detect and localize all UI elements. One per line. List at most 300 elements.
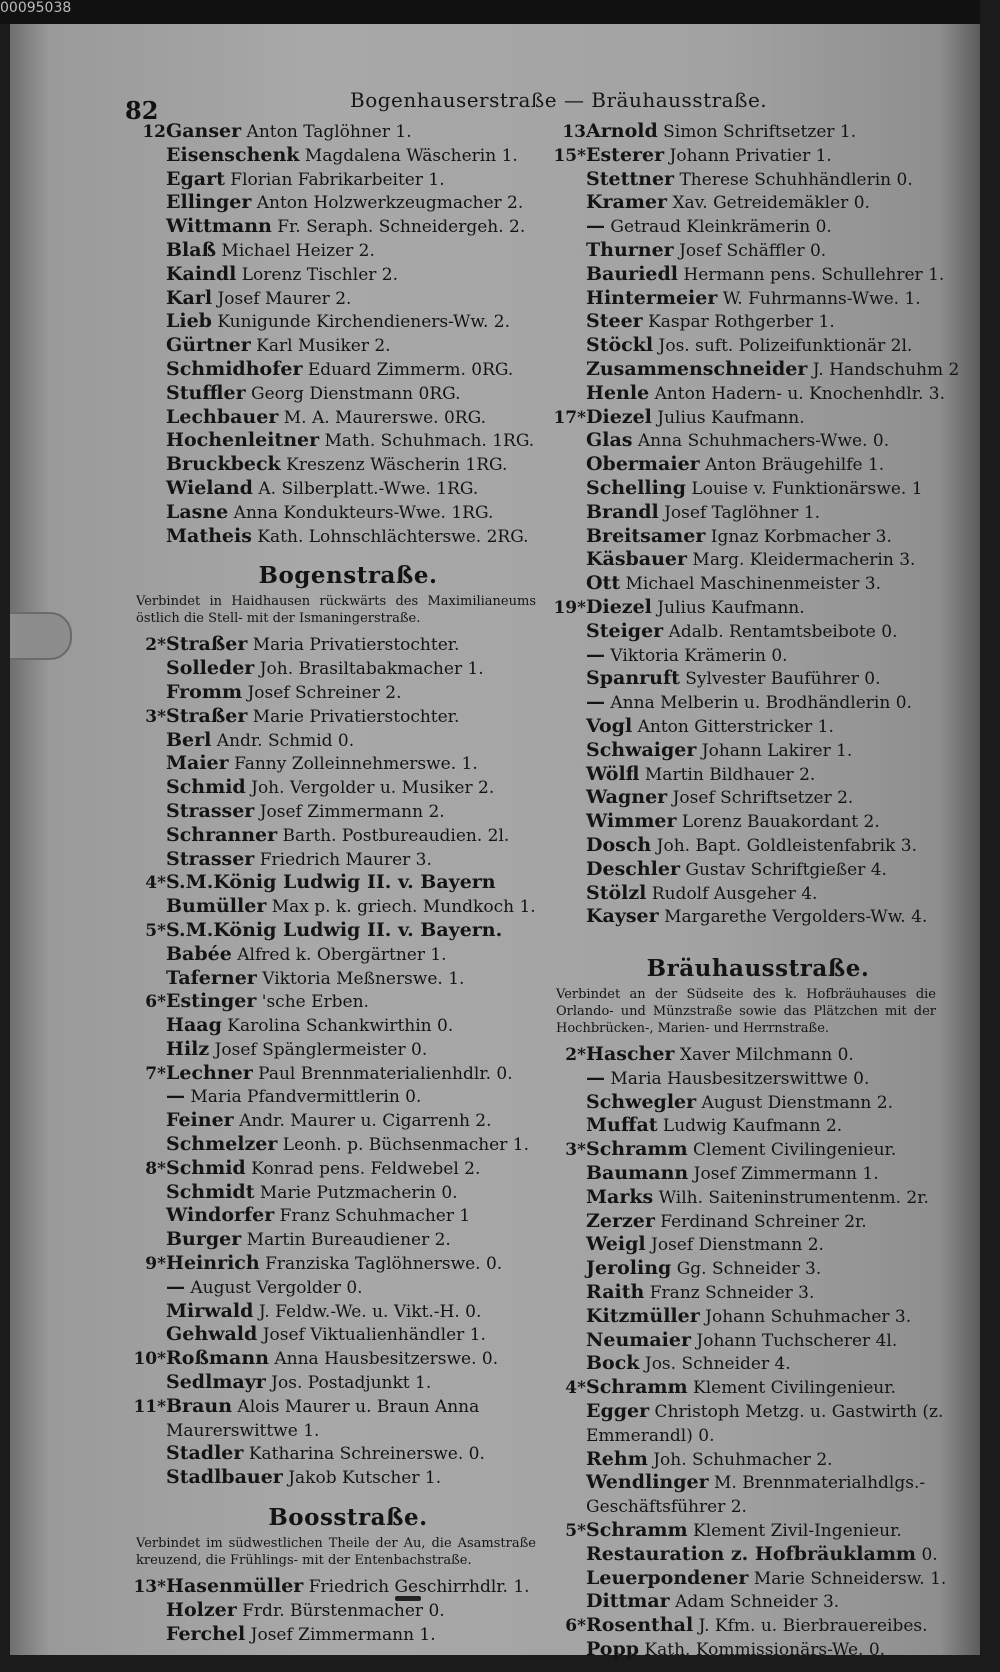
directory-entry bbox=[128, 453, 568, 477]
resident-details: Gustav Schriftgießer 4. bbox=[679, 859, 887, 880]
directory-entry bbox=[128, 1085, 568, 1109]
resident-surname: Bruckbeck bbox=[166, 453, 281, 476]
resident-details: Max p. k. griech. Mundkoch 1. bbox=[266, 897, 536, 918]
resident-surname: Henle bbox=[586, 381, 650, 404]
boosstrasse-entries bbox=[128, 1575, 568, 1646]
directory-entry bbox=[128, 358, 568, 382]
directory-entry bbox=[548, 334, 968, 358]
resident-details: Marg. Kleidermacherin 3. bbox=[687, 550, 916, 571]
resident-surname: Karl bbox=[166, 286, 213, 309]
resident-details: 0. bbox=[916, 1544, 938, 1565]
directory-entry bbox=[128, 1133, 568, 1157]
resident-surname: Strasser bbox=[166, 847, 255, 870]
directory-entry bbox=[128, 525, 568, 549]
directory-entry bbox=[128, 800, 568, 824]
resident-details: Anton Bräugehilfe 1. bbox=[699, 455, 885, 476]
resident-details: Friedrich Geschirrhdlr. 1. bbox=[303, 1577, 530, 1598]
scan-id: 00095038 bbox=[0, 0, 72, 16]
resident-details: Josef Zimmermann 1. bbox=[245, 1624, 436, 1645]
resident-surname: — bbox=[166, 1275, 185, 1298]
directory-entry bbox=[128, 705, 568, 729]
directory-entry bbox=[548, 168, 968, 192]
directory-entry bbox=[128, 1347, 568, 1371]
street-description-boosstrasse: Verbindet im südwestlichen Theile der Au, die Asamstraße kreuzend, die Frühlings- mit der Entenbachstraße. bbox=[136, 1536, 536, 1569]
directory-entry bbox=[548, 1638, 968, 1662]
house-number: 9* bbox=[145, 1254, 166, 1275]
resident-surname: Blaß bbox=[166, 238, 217, 261]
resident-details: Maria Hausbesitzerswittwe 0. bbox=[605, 1068, 870, 1089]
resident-surname: Schmidt bbox=[166, 1180, 255, 1203]
resident-details: Alfred k. Obergärtner 1. bbox=[231, 944, 447, 965]
directory-entry bbox=[548, 691, 968, 715]
resident-surname: Schramm bbox=[586, 1138, 688, 1161]
directory-entry bbox=[128, 1157, 568, 1181]
resident-surname: Wendlinger bbox=[586, 1471, 709, 1494]
directory-entry bbox=[548, 644, 968, 668]
resident-surname: Babée bbox=[166, 942, 232, 965]
directory-entry bbox=[128, 990, 568, 1014]
resident-surname: Raith bbox=[586, 1281, 645, 1304]
house-number: 6* bbox=[145, 992, 166, 1013]
directory-entry bbox=[548, 358, 968, 382]
resident-details: Maurerswittwe 1. bbox=[166, 1420, 320, 1441]
resident-details: Josef Taglöhner 1. bbox=[658, 502, 821, 523]
bogenstrasse-entries bbox=[128, 633, 568, 1490]
resident-details: Karl Musiker 2. bbox=[250, 336, 391, 357]
resident-details: Paul Brennmaterialienhdlr. 0. bbox=[252, 1063, 513, 1084]
directory-entry bbox=[548, 1305, 968, 1329]
resident-details: Rudolf Ausgeher 4. bbox=[646, 883, 818, 904]
resident-details: Louise v. Funktionärswe. 1 bbox=[685, 478, 923, 499]
resident-details: Florian Fabrikarbeiter 1. bbox=[224, 169, 445, 190]
resident-surname: Thurner bbox=[586, 238, 674, 261]
resident-surname: Kaindl bbox=[166, 262, 237, 285]
resident-surname: Bumüller bbox=[166, 895, 267, 918]
resident-details: Math. Schuhmach. 1RG. bbox=[319, 431, 535, 452]
directory-entry bbox=[128, 1300, 568, 1324]
resident-surname: Roßmann bbox=[166, 1347, 269, 1370]
resident-surname: Ellinger bbox=[166, 191, 252, 214]
directory-entry bbox=[128, 657, 568, 681]
directory-entry bbox=[128, 310, 568, 334]
resident-details: Viktoria Krämerin 0. bbox=[605, 645, 788, 666]
directory-entry bbox=[548, 1138, 968, 1162]
resident-surname: Lechner bbox=[166, 1061, 253, 1084]
directory-entry bbox=[548, 120, 968, 144]
resident-details: J. Handschuhm 2 bbox=[807, 359, 960, 380]
street-heading-bogenstrasse: Bogenstraße. bbox=[258, 562, 438, 590]
directory-entry bbox=[548, 1329, 968, 1353]
resident-surname: Maier bbox=[166, 752, 229, 775]
directory-entry bbox=[128, 871, 568, 895]
directory-entry bbox=[548, 1186, 968, 1210]
resident-details: Josef Schäffler 0. bbox=[673, 240, 827, 261]
directory-entry bbox=[128, 1181, 568, 1205]
resident-details: Emmerandl) 0. bbox=[586, 1425, 715, 1446]
resident-surname: Schramm bbox=[586, 1519, 688, 1542]
resident-details: Marie Putzmacherin 0. bbox=[254, 1182, 458, 1203]
directory-entry bbox=[128, 633, 568, 657]
resident-details: Franziska Taglöhnerswe. 0. bbox=[259, 1254, 503, 1275]
resident-surname: Schmelzer bbox=[166, 1133, 278, 1156]
resident-surname: — bbox=[586, 215, 605, 238]
resident-details: Kunigunde Kirchendieners-Ww. 2. bbox=[211, 312, 510, 333]
resident-surname: Bauriedl bbox=[586, 262, 679, 285]
resident-surname: Steiger bbox=[586, 619, 664, 642]
resident-surname: Hascher bbox=[586, 1043, 675, 1066]
resident-surname: Rehm bbox=[586, 1447, 648, 1470]
resident-details: Adam Schneider 3. bbox=[669, 1592, 840, 1613]
street-heading-braeuhausstrasse: Bräuhausstraße. bbox=[646, 955, 870, 983]
resident-details: Anna Melberin u. Brodhändlerin 0. bbox=[605, 693, 912, 714]
resident-surname: Marks bbox=[586, 1185, 654, 1208]
directory-entry bbox=[548, 501, 968, 525]
resident-surname: Breitsamer bbox=[586, 524, 706, 547]
resident-details: Josef Schriftsetzer 2. bbox=[667, 788, 854, 809]
resident-details: M. Brennmaterialhdlgs.- bbox=[708, 1473, 926, 1494]
resident-surname: Leuerpondener bbox=[586, 1566, 749, 1589]
resident-details: Klement Civilingenieur. bbox=[687, 1378, 896, 1399]
directory-entry bbox=[128, 1599, 568, 1623]
braeuhausstrasse-entries bbox=[548, 1043, 968, 1662]
resident-surname: Neumaier bbox=[586, 1328, 692, 1351]
resident-surname: Strasser bbox=[166, 799, 255, 822]
resident-details: Karolina Schankwirthin 0. bbox=[221, 1016, 454, 1037]
directory-entry bbox=[548, 1543, 968, 1567]
resident-surname: Taferner bbox=[166, 966, 257, 989]
resident-details: Kreszenz Wäscherin 1RG. bbox=[280, 455, 508, 476]
resident-details: Josef Dienstmann 2. bbox=[645, 1235, 824, 1256]
directory-entry bbox=[128, 144, 568, 168]
directory-entry bbox=[548, 786, 968, 810]
resident-details: A. Silberplatt.-Wwe. 1RG. bbox=[252, 478, 479, 499]
resident-details: M. A. Maurerswe. 0RG. bbox=[278, 407, 486, 428]
directory-entry bbox=[548, 905, 968, 929]
directory-entry bbox=[548, 1376, 968, 1400]
resident-details: Lorenz Tischler 2. bbox=[236, 264, 399, 285]
resident-surname: Burger bbox=[166, 1228, 242, 1251]
directory-entry bbox=[128, 191, 568, 215]
directory-entry bbox=[548, 763, 968, 787]
bogenhauserstrasse-entries bbox=[128, 120, 568, 548]
resident-details: Georg Dienstmann 0RG. bbox=[245, 383, 461, 404]
resident-surname: Gehwald bbox=[166, 1323, 258, 1346]
directory-entry bbox=[548, 429, 968, 453]
resident-details: Johann Privatier 1. bbox=[664, 145, 832, 166]
house-number: 12 bbox=[142, 122, 166, 142]
directory-entry bbox=[548, 310, 968, 334]
scan-header-strip bbox=[0, 0, 1000, 24]
resident-surname: Schmid bbox=[166, 1156, 246, 1179]
resident-details: Klement Zivil-Ingenieur. bbox=[687, 1521, 902, 1542]
directory-entry bbox=[128, 1623, 568, 1647]
resident-surname: Zusammenschneider bbox=[586, 357, 808, 380]
resident-details: Simon Schriftsetzer 1. bbox=[657, 122, 857, 142]
house-number: 17* bbox=[553, 407, 586, 428]
resident-surname: Hintermeier bbox=[586, 286, 718, 309]
directory-entry bbox=[128, 729, 568, 753]
resident-details: Katharina Schreinerswe. 0. bbox=[243, 1444, 485, 1465]
resident-surname: — bbox=[586, 643, 605, 666]
directory-entry bbox=[548, 453, 968, 477]
house-number: 5* bbox=[565, 1521, 586, 1542]
house-number: 5* bbox=[145, 920, 166, 941]
resident-details: Josef Maurer 2. bbox=[212, 288, 352, 309]
directory-entry bbox=[128, 943, 568, 967]
resident-details: Getraud Kleinkrämerin 0. bbox=[605, 217, 832, 238]
resident-surname: Spanruft bbox=[586, 667, 680, 690]
resident-surname: Diezel bbox=[586, 405, 652, 428]
resident-details: Jos. Postadjunkt 1. bbox=[265, 1373, 432, 1394]
resident-surname: Egart bbox=[166, 167, 225, 190]
resident-surname: Arnold bbox=[586, 120, 658, 142]
resident-surname: Jeroling bbox=[586, 1257, 672, 1280]
directory-entry bbox=[548, 239, 968, 263]
directory-entry bbox=[548, 572, 968, 596]
street-heading-boosstrasse: Boosstraße. bbox=[268, 1504, 428, 1532]
resident-surname: Schelling bbox=[586, 476, 686, 499]
resident-surname: Kramer bbox=[586, 191, 668, 214]
directory-entry bbox=[128, 1062, 568, 1086]
resident-surname: Zerzer bbox=[586, 1209, 655, 1232]
directory-entry bbox=[548, 1614, 968, 1638]
resident-details: Adalb. Rentamtsbeibote 0. bbox=[663, 621, 898, 642]
resident-surname: Schwaiger bbox=[586, 738, 697, 761]
house-number: 3* bbox=[565, 1140, 586, 1161]
directory-entry bbox=[128, 752, 568, 776]
resident-surname: Hochenleitner bbox=[166, 429, 320, 452]
directory-entry bbox=[128, 1276, 568, 1300]
house-number: 11* bbox=[133, 1396, 166, 1417]
resident-surname: — bbox=[586, 1066, 605, 1089]
directory-entry bbox=[128, 1419, 568, 1443]
resident-surname: Dittmar bbox=[586, 1590, 670, 1613]
resident-surname: Popp bbox=[586, 1638, 640, 1661]
resident-details: Friedrich Maurer 3. bbox=[254, 849, 432, 870]
resident-details: Anton Taglöhner 1. bbox=[241, 122, 412, 142]
resident-surname: Estinger bbox=[166, 990, 257, 1013]
directory-entry bbox=[548, 882, 968, 906]
directory-entry bbox=[128, 287, 568, 311]
resident-surname: Berl bbox=[166, 728, 212, 751]
resident-details: Ludwig Kaufmann 2. bbox=[657, 1116, 843, 1137]
resident-details: Johann Tuchscherer 4l. bbox=[691, 1330, 898, 1351]
directory-entry bbox=[548, 620, 968, 644]
resident-details: Christoph Metzg. u. Gastwirth (z. bbox=[649, 1402, 944, 1423]
resident-details: August Dienstmann 2. bbox=[696, 1092, 893, 1113]
resident-surname: Haag bbox=[166, 1014, 222, 1037]
resident-surname: Schmid bbox=[166, 776, 246, 799]
directory-entry bbox=[128, 776, 568, 800]
directory-entry bbox=[548, 739, 968, 763]
directory-entry bbox=[128, 1204, 568, 1228]
resident-surname: Egger bbox=[586, 1400, 650, 1423]
directory-entry bbox=[548, 144, 968, 168]
right-edge bbox=[980, 0, 1000, 1672]
directory-entry bbox=[128, 1014, 568, 1038]
resident-surname: Wimmer bbox=[586, 810, 677, 833]
directory-entry bbox=[548, 1519, 968, 1543]
resident-details: Clement Civilingenieur. bbox=[687, 1140, 897, 1161]
directory-entry bbox=[128, 168, 568, 192]
resident-details: Marie Schneidersw. 1. bbox=[748, 1568, 947, 1589]
house-number: 4* bbox=[565, 1378, 586, 1399]
resident-surname: Muffat bbox=[586, 1114, 658, 1137]
resident-details: Konrad pens. Feldwebel 2. bbox=[245, 1158, 481, 1179]
resident-surname: Matheis bbox=[166, 524, 252, 547]
resident-surname: Stuffler bbox=[166, 381, 246, 404]
resident-details: Anna Kondukteurs-Wwe. 1RG. bbox=[228, 502, 494, 523]
directory-entry bbox=[548, 287, 968, 311]
directory-entry bbox=[548, 382, 968, 406]
resident-surname: Sedlmayr bbox=[166, 1371, 266, 1394]
resident-details: J. Kfm. u. Bierbrauereibes. bbox=[693, 1616, 928, 1637]
left-column bbox=[128, 120, 568, 1646]
directory-entry bbox=[548, 810, 968, 834]
directory-entry bbox=[548, 1424, 968, 1448]
resident-details: Josef Viktualienhändler 1. bbox=[257, 1325, 486, 1346]
resident-details: Fanny Zolleinnehmerswe. 1. bbox=[228, 754, 478, 775]
resident-details: Ferdinand Schreiner 2r. bbox=[654, 1211, 867, 1232]
resident-details: Gg. Schneider 3. bbox=[671, 1259, 822, 1280]
directory-entry bbox=[128, 1575, 568, 1599]
directory-entry bbox=[548, 1567, 968, 1591]
resident-surname: Holzer bbox=[166, 1598, 237, 1621]
resident-surname: Heinrich bbox=[166, 1252, 260, 1275]
resident-details: Franz Schneider 3. bbox=[644, 1283, 815, 1304]
resident-details: Anna Hausbesitzerswe. 0. bbox=[268, 1349, 499, 1370]
resident-details: Ignaz Korbmacher 3. bbox=[705, 526, 892, 547]
resident-surname: Solleder bbox=[166, 657, 255, 680]
resident-details: Joh. Schuhmacher 2. bbox=[647, 1449, 833, 1470]
directory-entry bbox=[128, 1466, 568, 1490]
resident-surname: Bock bbox=[586, 1352, 640, 1375]
resident-details: Maria Pfandvermittlerin 0. bbox=[185, 1087, 422, 1108]
running-head: Bogenhauserstraße — Bräuhausstraße. bbox=[350, 88, 768, 112]
resident-surname: Kitzmüller bbox=[586, 1304, 700, 1327]
resident-surname: Schwegler bbox=[586, 1090, 697, 1113]
resident-details: Wilh. Saiteninstrumentenm. 2r. bbox=[653, 1187, 929, 1208]
resident-details: Margarethe Vergolders-Ww. 4. bbox=[658, 907, 928, 928]
resident-details: Sylvester Bauführer 0. bbox=[679, 669, 881, 690]
directory-entry bbox=[548, 834, 968, 858]
directory-entry bbox=[548, 667, 968, 691]
house-number: 3* bbox=[145, 706, 166, 727]
resident-details: Josef Spänglermeister 0. bbox=[209, 1039, 428, 1060]
resident-details: Josef Zimmermann 1. bbox=[688, 1164, 879, 1185]
resident-details: Johann Lakirer 1. bbox=[696, 740, 853, 761]
right-column bbox=[548, 120, 968, 1662]
resident-surname: Straßer bbox=[166, 633, 248, 656]
resident-details: Johann Schuhmacher 3. bbox=[699, 1306, 912, 1327]
resident-details: Josef Zimmermann 2. bbox=[254, 801, 445, 822]
resident-details: Leonh. p. Büchsenmacher 1. bbox=[277, 1135, 529, 1156]
directory-entry bbox=[548, 1043, 968, 1067]
resident-details: W. Fuhrmanns-Wwe. 1. bbox=[717, 288, 921, 309]
resident-surname: Wieland bbox=[166, 476, 253, 499]
resident-surname: Windorfer bbox=[166, 1204, 275, 1227]
resident-surname: Esterer bbox=[586, 143, 665, 166]
resident-details: Julius Kaufmann. bbox=[651, 407, 805, 428]
street-description-bogenstrasse: Verbindet in Haidhausen rückwärts des Maximilianeums östlich die Stell- mit der Ismaningerstraße. bbox=[136, 594, 536, 627]
directory-entry bbox=[128, 1323, 568, 1347]
directory-entry bbox=[128, 1395, 568, 1419]
resident-details: Joh. Brasiltabakmacher 1. bbox=[254, 659, 484, 680]
directory-entry bbox=[548, 1114, 968, 1138]
resident-surname: Schmidhofer bbox=[166, 357, 303, 380]
directory-entry bbox=[548, 1448, 968, 1472]
resident-surname: Käsbauer bbox=[586, 548, 688, 571]
resident-details: August Vergolder 0. bbox=[185, 1277, 363, 1298]
directory-entry bbox=[548, 1091, 968, 1115]
directory-entry bbox=[128, 919, 568, 943]
resident-surname: Gürtner bbox=[166, 334, 251, 357]
house-number: 2* bbox=[565, 1045, 586, 1066]
resident-surname: Wölfl bbox=[586, 762, 640, 785]
resident-surname: S.M.König Ludwig II. v. Bayern bbox=[166, 871, 496, 894]
resident-surname: Stölzl bbox=[586, 881, 647, 904]
resident-details: Barth. Postbureaudien. 2l. bbox=[277, 825, 510, 846]
directory-entry bbox=[548, 548, 968, 572]
resident-details: Anton Gitterstricker 1. bbox=[632, 716, 834, 737]
resident-surname: Stettner bbox=[586, 167, 675, 190]
resident-surname: S.M.König Ludwig II. v. Bayern. bbox=[166, 918, 503, 941]
resident-details: Jos. Schneider 4. bbox=[639, 1354, 791, 1375]
directory-entry bbox=[128, 215, 568, 239]
directory-entry bbox=[128, 406, 568, 430]
house-number: 15* bbox=[553, 145, 586, 166]
resident-surname: Vogl bbox=[586, 714, 633, 737]
house-number: 13 bbox=[562, 122, 586, 142]
directory-entry bbox=[548, 1590, 968, 1614]
resident-surname: — bbox=[586, 691, 605, 714]
resident-surname: Wagner bbox=[586, 786, 668, 809]
resident-surname: Hilz bbox=[166, 1037, 210, 1060]
resident-surname: Stöckl bbox=[586, 334, 654, 357]
directory-entry bbox=[548, 1162, 968, 1186]
resident-details: Kaspar Rothgerber 1. bbox=[642, 312, 835, 333]
directory-entry bbox=[128, 429, 568, 453]
directory-entry bbox=[548, 525, 968, 549]
resident-details: Martin Bureaudiener 2. bbox=[241, 1230, 451, 1251]
directory-entry bbox=[128, 1371, 568, 1395]
resident-surname: — bbox=[166, 1085, 185, 1108]
resident-surname: Stadler bbox=[166, 1442, 244, 1465]
resident-surname: Brandl bbox=[586, 500, 659, 523]
directory-entry bbox=[128, 1109, 568, 1133]
resident-surname: Fromm bbox=[166, 680, 243, 703]
resident-surname: Ott bbox=[586, 572, 621, 595]
directory-entry bbox=[128, 239, 568, 263]
resident-details: Viktoria Meßnerswe. 1. bbox=[256, 968, 465, 989]
directory-entry bbox=[128, 848, 568, 872]
resident-details: Andr. Schmid 0. bbox=[211, 730, 355, 751]
resident-surname: Baumann bbox=[586, 1162, 689, 1185]
directory-entry bbox=[548, 1210, 968, 1234]
resident-details: 'sche Erben. bbox=[256, 992, 369, 1013]
house-number: 7* bbox=[145, 1063, 166, 1084]
resident-surname: Lieb bbox=[166, 310, 212, 333]
directory-entry bbox=[128, 1252, 568, 1276]
resident-surname: Obermaier bbox=[586, 453, 700, 476]
resident-details: Anna Schuhmachers-Wwe. 0. bbox=[632, 431, 890, 452]
directory-entry bbox=[548, 1400, 968, 1424]
house-number: 19* bbox=[553, 597, 586, 618]
resident-details: Anton Hadern- u. Knochenhdlr. 3. bbox=[649, 383, 946, 404]
house-number: 4* bbox=[145, 873, 166, 894]
directory-entry bbox=[548, 406, 968, 430]
resident-surname: Kayser bbox=[586, 905, 659, 928]
